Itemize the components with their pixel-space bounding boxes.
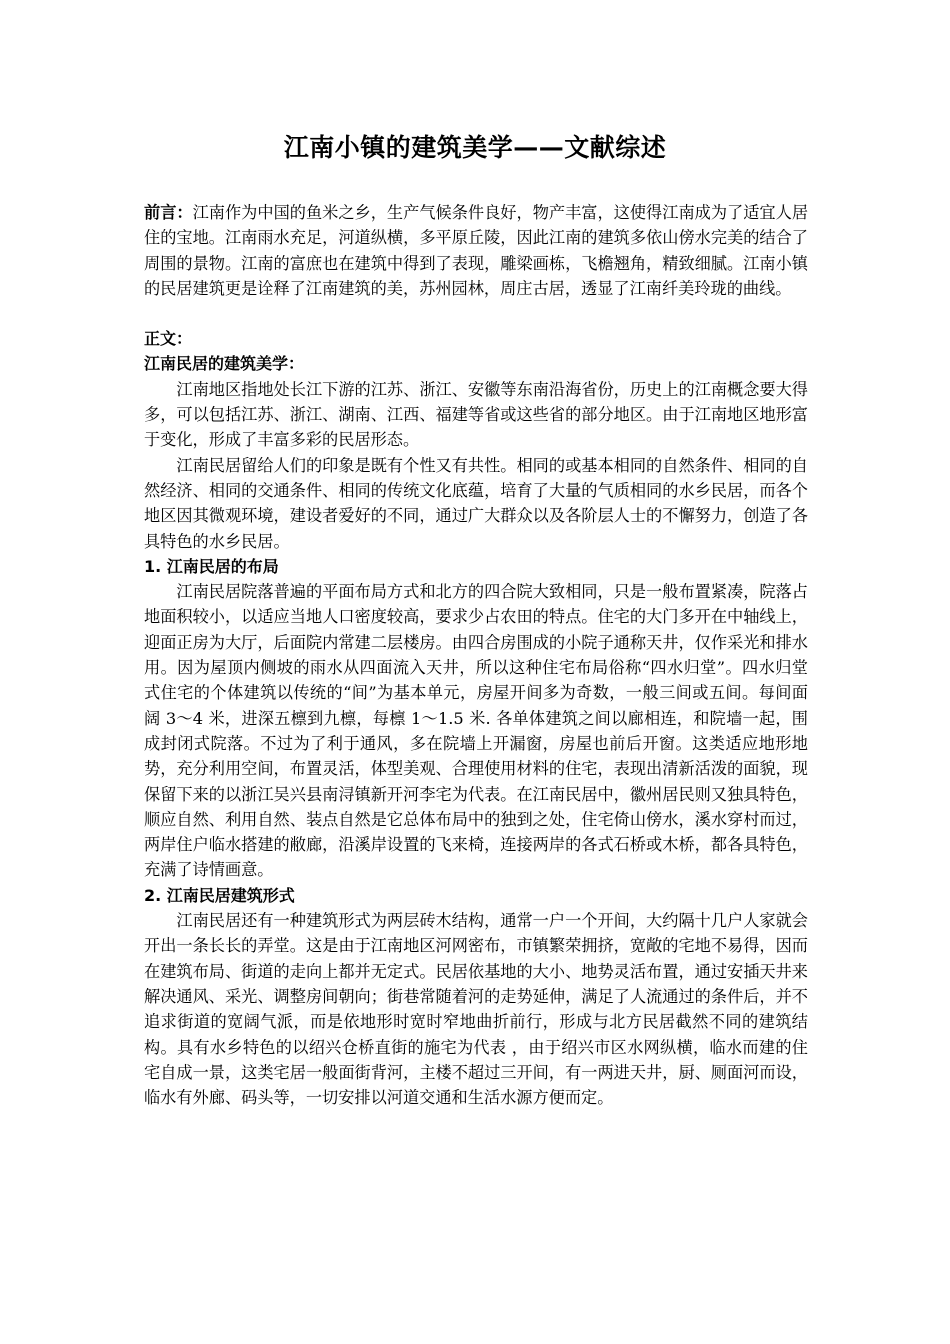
subsection-paragraph-layout: 江南民居院落普遍的平面布局方式和北方的四合院大致相同，只是一般布置紧凑，院落占地面积较小，以适应当地人口密度较高，要求少占农田的特点。住宅的大门多开在中轴线上，迎面正房为大厅，后面院内常建二层楼房。由四合房围成的小院子通称天井，仅作采光和排水用。因为屋顶内侧坡的雨水从四面流入天井，所以这种住宅布局俗称“四水归堂”。四水归堂式住宅的个体建筑以传统的“间”为基本单元，房屋开间多为奇数，一般三间或五间。每间面阔 3～4 米，进深五檩到九檩，每檩 1～1.5 米. 各单体建筑之间以廊相连，和院墙一起，围成封闭式院落。不过为了利于通风，多在院墙上开漏窗，房屋也前后开窗。这类适应地形地势，充分利用空间，布置灵活，体型美观、合理使用材料的住宅，表现出清新活泼的面貌，现保留下来的以浙江吴兴县南浔镇新开河李宅为代表。在江南民居中，徽州居民则又独具特色，顺应自然、利用自然、装点自然是它总体布局中的独到之处，住宅倚山傍水，溪水穿村而过，两岸住户临水搭建的敝廊，沿溪岸设置的飞来椅，连接两岸的各式石桥或木桥，都各具特色，充满了诗情画意。 (144, 582, 808, 880)
document-title: 江南小镇的建筑美学——文献综述 (283, 133, 667, 162)
preface-text: 江南作为中国的鱼米之乡，生产气候条件良好，物产丰富，这使得江南成为了适宜人居住的宝地。江南雨水充足，河道纵横，多平原丘陵，因此江南的建筑多依山傍水完美的结合了周围的景物。江南的富庶也在建筑中得到了表现，雕梁画栋，飞檐翘角，精致细腻。江南小镇的民居建筑更是诠释了江南建筑的美，苏州园林，周庄古居，透显了江南纤美玲珑的曲线。 (144, 203, 809, 298)
preface-label: 前言： (144, 203, 193, 222)
subsection-title-layout: 1. 江南民居的布局 (144, 556, 279, 576)
main-label: 正文： (144, 329, 193, 349)
preface-paragraph (144, 200, 808, 301)
section-title: 江南民居的建筑美学： (144, 354, 305, 374)
subsection-title-form: 2. 江南民居建筑形式 (144, 885, 295, 905)
section-paragraph: 江南地区指地处长江下游的江苏、浙江、安徽等东南沿海省份，历史上的江南概念要大得多，可以包括江苏、浙江、湖南、江西、福建等省或这些省的部分地区。由于江南地区地形富于变化，形成了丰富多彩的民居形态。 (144, 379, 808, 450)
subsection-paragraph-form: 江南民居还有一种建筑形式为两层砖木结构，通常一户一个开间，大约隔十几户人家就会开出一条长长的弄堂。这是由于江南地区河网密布，市镇繁荣拥挤，宽敞的宅地不易得，因而在建筑布局、街道的走向上都并无定式。民居依基地的大小、地势灵活布置，通过安插天井来解决通风、采光、调整房间朝向；街巷常随着河的走势延伸，满足了人流通过的条件后，并不追求街道的宽阔气派，而是依地形时宽时窄地曲折前行，形成与北方民居截然不同的建筑结构。具有水乡特色的以绍兴仓桥直街的施宅为代表 ，由于绍兴市区水网纵横，临水而建的住宅自成一景，这类宅居一般面街背河，主楼不超过三开间，有一两进天井，厨、厕面河而设，临水有外廊、码头等，一切安排以河道交通和生活水源方便而定。 (144, 911, 808, 1108)
section-paragraph: 江南民居留给人们的印象是既有个性又有共性。相同的或基本相同的自然条件、相同的自然经济、相同的交通条件、相同的传统文化底蕴，培育了大量的气质相同的水乡民居，而各个地区因其微观环境，建设者爱好的不同，通过广大群众以及各阶层人士的不懈努力，创造了各具特色的水乡民居。 (144, 455, 808, 551)
spacer (144, 301, 808, 326)
document-body (144, 200, 808, 1110)
